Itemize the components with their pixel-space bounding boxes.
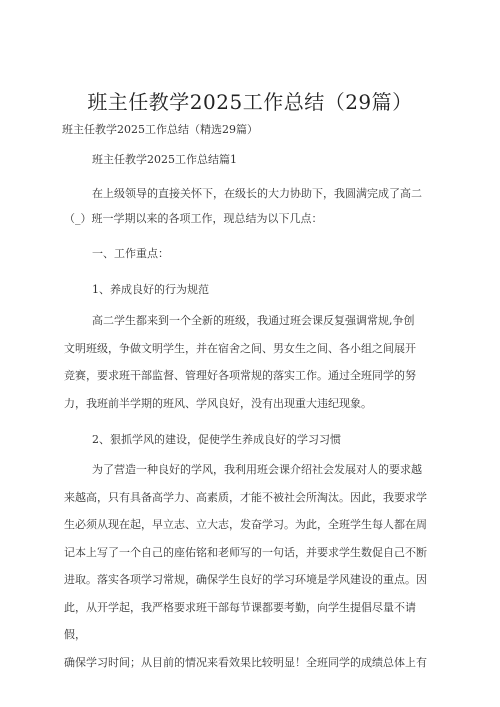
- document-title: 班主任教学2025工作总结（29篇）: [87, 90, 413, 114]
- paragraph-line: 来越高，只有具备高学力、高素质，才能不被社会所淘汰。因此，我要求学: [64, 490, 427, 504]
- paragraph-line: 进取。落实各项学习常规，确保学生良好的学习环境是学风建设的重点。因: [64, 573, 427, 586]
- section-heading: 班主任教学2025工作总结篇1: [92, 153, 237, 166]
- paragraph-line: 为了营造一种良好的学风，我利用班会课介绍社会发展对人的要求越: [92, 463, 422, 476]
- intro-line-1: 在上级领导的直接关怀下，在级长的大力协助下，我圆满完成了高二: [92, 187, 422, 200]
- paragraph-line: 记本上写了一个自己的座佑铭和老师写的一句话，并要求学生数促自己不断: [64, 545, 427, 559]
- paragraph-line: 生必须从现在起，早立志、立大志，发奋学习。为此，全班学生每人都在周: [64, 518, 427, 531]
- paragraph-line: 高二学生都来到一个全新的班级，我通过班会课反复强调常规,争创: [92, 314, 415, 327]
- paragraph-line: 文明班级，争做文明学生，并在宿舍之间、男女生之间、各小组之间展开: [64, 341, 416, 355]
- paragraph-line: 竞赛，要求班干部监督、管理好各项常规的落实工作。通过全班同学的努: [64, 369, 416, 382]
- paragraph-line: 此，从开学起，我严格要求班干部每节课都要考勤，向学生提倡尽量不请假，: [64, 600, 416, 641]
- paragraph-line: 力，我班前半学期的班风、学风良好，没有出现重大违纪现象。: [64, 396, 372, 410]
- item-heading-1: 1、养成良好的行为规范: [92, 283, 209, 296]
- document-subtitle: 班主任教学2025工作总结（精选29篇）: [62, 123, 258, 136]
- intro-line-2: （_）班一学期以来的各项工作，现总结为以下几点：: [64, 212, 323, 225]
- item-heading-2: 2、狠抓学风的建设，促使学生养成良好的学习习惯: [92, 433, 341, 446]
- part-heading-1: 一、工作重点：: [92, 247, 169, 260]
- paragraph-line: 确保学习时间；从目前的情况来看效果比较明显！全班同学的成绩总体上有: [64, 655, 427, 669]
- paragraph-2: [64, 456, 436, 676]
- paragraph-1: [64, 307, 436, 417]
